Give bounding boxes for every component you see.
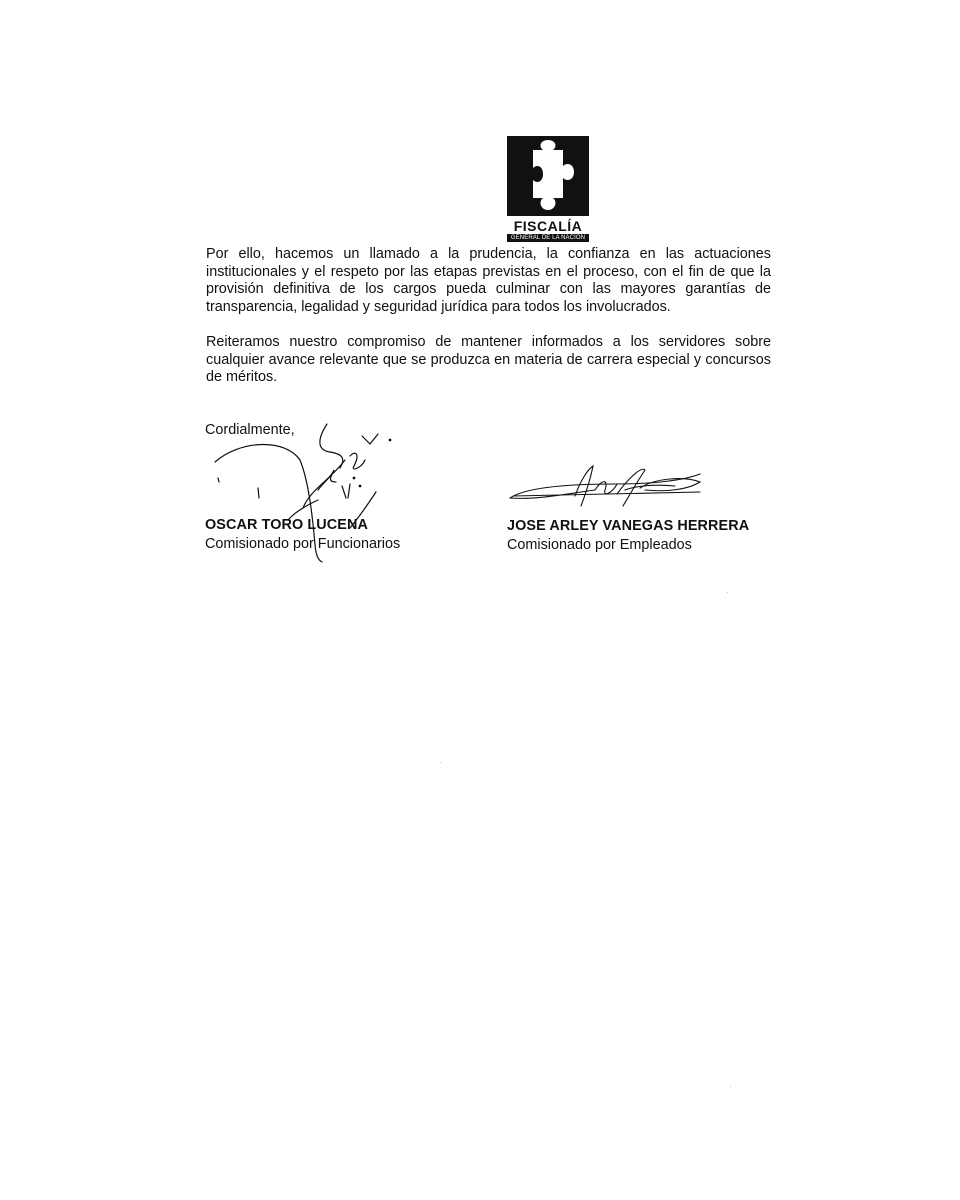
closing-salutation: Cordialmente,	[205, 422, 295, 438]
signatory-title: Comisionado por Empleados	[507, 537, 692, 553]
signature-block-left	[205, 516, 400, 554]
puzzle-piece-icon	[507, 136, 589, 216]
signature-right-drawing	[505, 460, 715, 515]
scan-speck	[727, 592, 728, 593]
scan-speck	[730, 1086, 731, 1087]
fiscalia-logo	[507, 136, 589, 242]
logo-subtitle: GENERAL DE LA NACIÓN	[507, 234, 589, 242]
scan-speck	[440, 762, 441, 763]
signatory-name: JOSE ARLEY VANEGAS HERRERA	[507, 518, 750, 534]
signatory-name: OSCAR TORO LUCENA	[205, 517, 368, 533]
signature-block-right	[507, 517, 749, 555]
puzzle-piece-shape	[507, 136, 589, 216]
signatory-title: Comisionado por Funcionarios	[205, 536, 401, 552]
paragraph-1: Por ello, hacemos un llamado a la prudencia, la confianza en las actuaciones institucionales y el respeto por las etapas previstas en el proceso, con el fin de que la provisión definitiva de los cargos pueda culminar con las mayores garantías de transparencia, legalidad y seguridad jurídica para todos los involucrados.	[206, 246, 771, 315]
paragraph-2: Reiteramos nuestro compromiso de mantener informados a los servidores sobre cualquier avance relevante que se produzca en materia de carrera especial y concursos de méritos.	[206, 334, 771, 385]
logo-name: FISCALÍA	[513, 218, 583, 234]
